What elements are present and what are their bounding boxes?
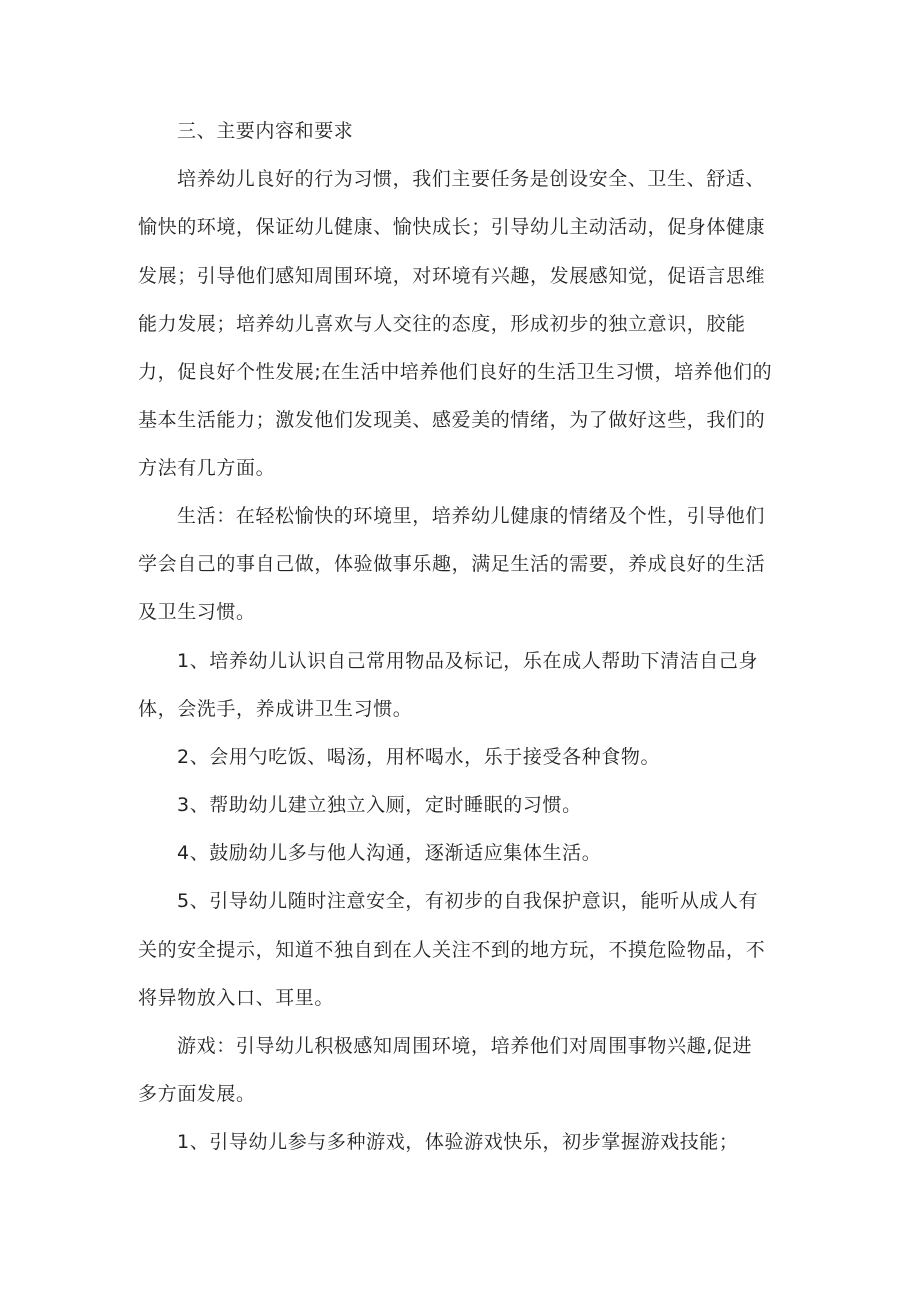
life-item-1-line-2: 体，会洗手，养成讲卫生习惯。 <box>138 698 413 720</box>
life-item-4: 4、鼓励幼儿多与他人沟通，逐渐适应集体生活。 <box>177 842 602 864</box>
life-paragraph-line-2: 学会自己的事自己做，体验做事乐趣，满足生活的需要，养成良好的生活 <box>138 553 766 575</box>
intro-line-4: 能力发展；培养幼儿喜欢与人交往的态度，形成初步的独立意识，胶能 <box>138 313 746 335</box>
game-paragraph-line-1: 游戏：引导幼儿积极感知周围环境，培养他们对周围事物兴趣,促进 <box>177 1035 753 1057</box>
intro-line-6: 基本生活能力；激发他们发现美、感爱美的情绪，为了做好这些，我们的 <box>138 409 766 431</box>
life-item-5-line-3: 将异物放入口、耳里。 <box>138 987 335 1009</box>
intro-line-3: 发展；引导他们感知周围环境，对环境有兴趣，发展感知觉，促语言思维 <box>138 265 766 287</box>
life-item-1-line-1: 1、培养幼儿认识自己常用物品及标记，乐在成人帮助下清洁自己身 <box>177 650 759 672</box>
life-item-2: 2、会用勺吃饭、喝汤，用杯喝水，乐于接受各种食物。 <box>177 746 661 768</box>
life-item-5-line-1: 5、引导幼儿随时注意安全，有初步的自我保护意识，能听从成人有 <box>177 890 759 912</box>
section-heading: 三、主要内容和要求 <box>177 120 354 142</box>
intro-line-5: 力，促良好个性发展;在生活中培养他们良好的生活卫生习惯，培养他们的 <box>138 361 773 383</box>
life-item-5-line-2: 关的安全提示，知道不独自到在人关注不到的地方玩，不摸危险物品，不 <box>138 939 766 961</box>
life-paragraph-line-1: 生活：在轻松愉快的环境里，培养幼儿健康的情绪及个性，引导他们 <box>177 505 766 527</box>
game-item-1: 1、引导幼儿参与多种游戏，体验游戏快乐，初步掌握游戏技能； <box>177 1131 739 1153</box>
life-paragraph-line-3: 及卫生习惯。 <box>138 601 256 623</box>
game-paragraph-line-2: 多方面发展。 <box>138 1083 256 1105</box>
intro-line-1: 培养幼儿良好的行为习惯，我们主要任务是创设安全、卫生、舒适、 <box>177 168 766 190</box>
life-item-3: 3、帮助幼儿建立独立入厕，定时睡眠的习惯。 <box>177 794 582 816</box>
intro-line-7: 方法有几方面。 <box>138 457 276 479</box>
intro-line-2: 愉快的环境，保证幼儿健康、愉快成长；引导幼儿主动活动，促身体健康 <box>138 216 766 238</box>
